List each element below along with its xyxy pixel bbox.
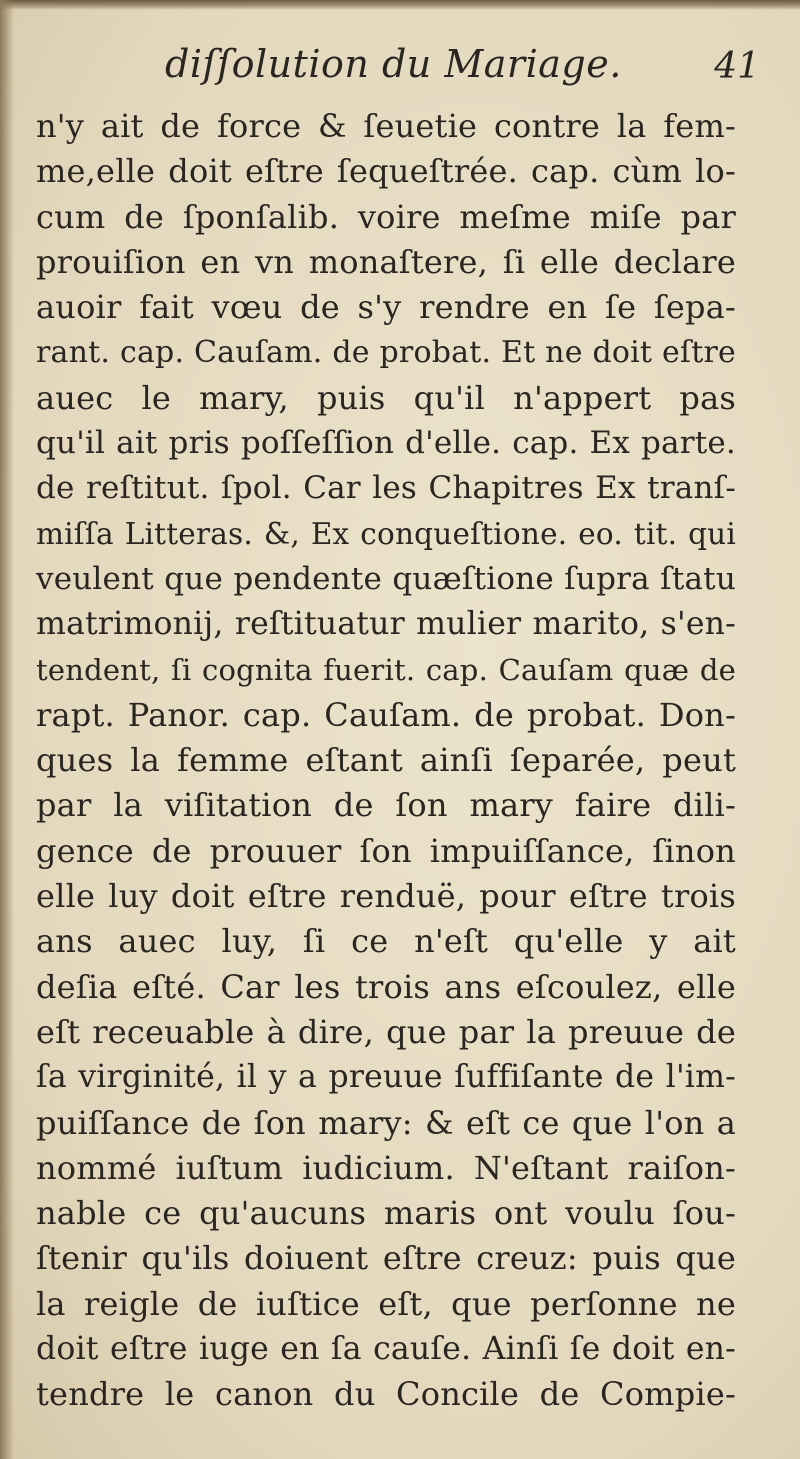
text-line: tendre le canon du Concile de Compie- <box>36 1375 736 1414</box>
text-line: ſa virginité, il y a preuue ſuffiſante de l'im- <box>36 1059 736 1096</box>
text-line: deſia eſté. Car les trois ans eſcoulez, elle <box>36 967 736 1006</box>
text-line: auoir fait vœu de s'y rendre en ſe ſepa- <box>36 288 736 327</box>
running-title: diſſolution du Mariage. <box>165 42 622 86</box>
text-line: rapt. Panor. cap. Cauſam. de probat. Don- <box>36 695 736 734</box>
text-line: ans auec luy, ſi ce n'eſt qu'elle y ait <box>36 922 736 961</box>
text-line: puiſſance de ſon mary: & eſt ce que l'on a <box>36 1103 736 1142</box>
text-line: doit eſtre iuge en ſa cauſe. Ainſi ſe doit en- <box>36 1331 736 1368</box>
text-line: elle luy doit eſtre renduë, pour eſtre trois <box>36 877 736 916</box>
text-line: rant. cap. Cauſam. de probat. Et ne doit eſtre <box>36 335 736 371</box>
page-top-edge <box>0 0 800 10</box>
text-line: n'y ait de force & ſeuetie contre la fem- <box>36 107 736 145</box>
text-line: prouiſion en vn monaſtere, ſi elle declare <box>36 242 736 281</box>
text-line: ſtenir qu'ils doiuent eſtre creuz: puis que <box>36 1239 736 1278</box>
text-line: de reſtitut. ſpol. Car les Chapitres Ex tranſ- <box>36 470 736 507</box>
text-line: ques la femme eſtant ainſi ſeparée, peut <box>36 741 736 780</box>
page-number: 41 <box>714 46 760 87</box>
text-line: eſt receuable à dire, que par la preuue de <box>36 1012 736 1051</box>
page-header <box>165 42 760 102</box>
text-line: par la viſitation de ſon mary faire dili- <box>36 786 736 825</box>
text-line: veulent que pendente quæſtione ſupra ſtatu <box>36 560 736 597</box>
text-line: la reigle de iuſtice eſt, que perſonne ne <box>36 1284 736 1323</box>
text-line: auec le mary, puis qu'il n'appert pas <box>36 378 736 417</box>
text-line: nommé iuſtum iudicium. N'eſtant raiſon- <box>36 1148 736 1187</box>
page-gutter-shadow <box>0 0 14 1459</box>
text-line: qu'il ait pris poſſeſſion d'elle. cap. Ex parte. <box>36 425 736 462</box>
body-text <box>36 104 736 1418</box>
text-line: matrimonij, reſtituatur mulier marito, s'en- <box>36 606 736 643</box>
text-line: gence de prouuer ſon impuiſſance, ſinon <box>36 831 736 870</box>
text-line: me,elle doit eſtre ſequeſtrée. cap. cùm lo- <box>36 152 736 191</box>
text-line: cum de ſponſalib. voire meſme miſe par <box>36 197 736 236</box>
text-line: tendent, ſi cognita fuerit. cap. Cauſam quæ de <box>36 652 736 687</box>
text-line: miſſa Litteras. &, Ex conqueſtione. eo. tit. qui <box>36 516 736 551</box>
text-line: nable ce qu'aucuns maris ont voulu ſou- <box>36 1194 736 1233</box>
